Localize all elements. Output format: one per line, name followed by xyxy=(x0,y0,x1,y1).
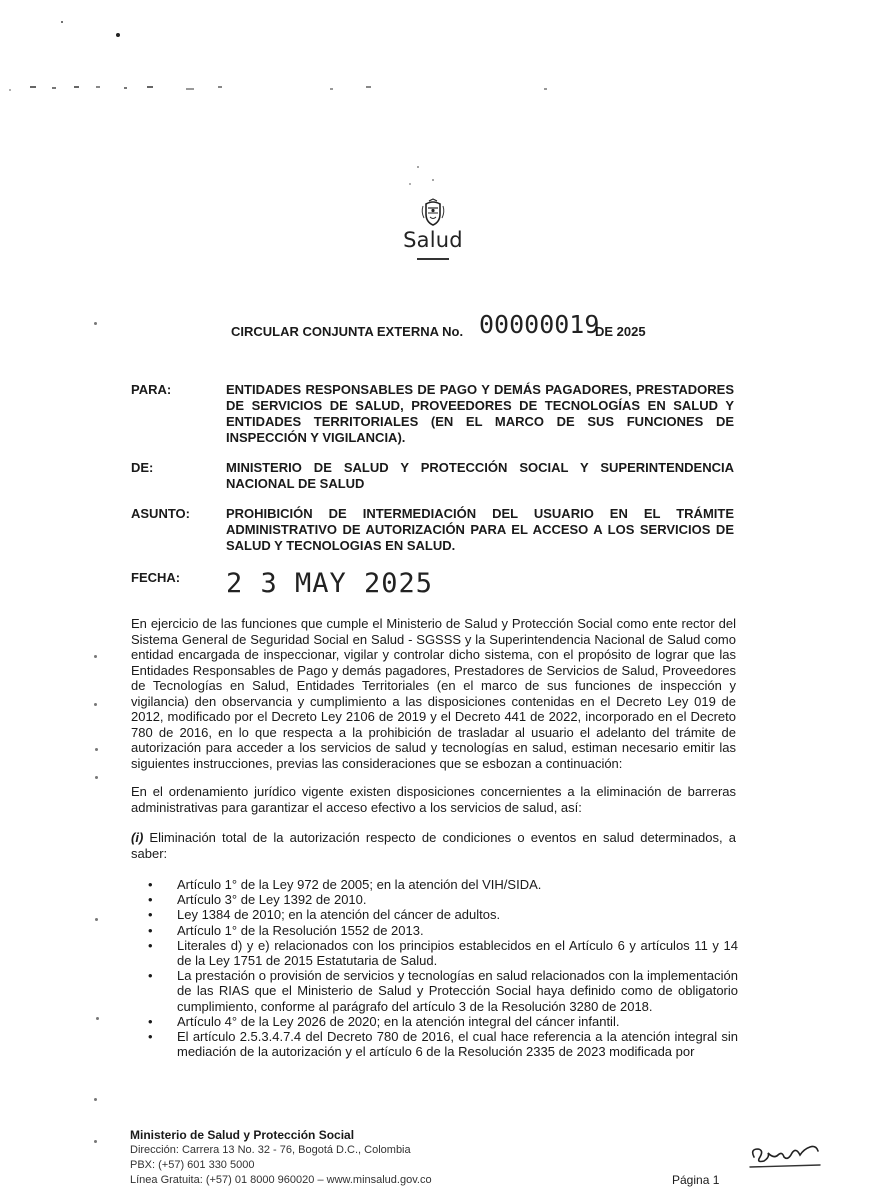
fecha-stamp: 2 3 MAY 2025 xyxy=(226,568,434,599)
scan-speck xyxy=(95,748,98,751)
scan-speck xyxy=(94,1140,97,1143)
para-value: ENTIDADES RESPONSABLES DE PAGO Y DEMÁS PAGADORES, PRESTADORES DE SERVICIOS DE SALUD, PROVEEDORES DE TECNOLOGÍAS EN SALUD Y ENTIDADES TERRITORIALES (EN EL MARCO DE SUS FUNCIONES DE INSPECCIÓN Y VIGILANCIA). xyxy=(226,382,734,445)
de-label: DE: xyxy=(131,460,154,475)
scan-speck xyxy=(95,918,98,921)
item-i-text: Eliminación total de la autorización respecto de condiciones o eventos en salud determinados, a saber: xyxy=(131,830,736,861)
list-item: • Artículo 1° de la Ley 972 de 2005; en la atención del VIH/SIDA. xyxy=(148,877,738,892)
footer-hotline: Línea Gratuita: (+57) 01 8000 960020 – www.minsalud.gov.co xyxy=(130,1174,432,1186)
item-i-marker: (i) xyxy=(131,830,144,845)
scan-speck xyxy=(96,1017,99,1020)
circular-label: CIRCULAR CONJUNTA EXTERNA No. xyxy=(231,324,464,339)
intro-paragraph: En ejercicio de las funciones que cumple el Ministerio de Salud y Protección Social como ente rector del Sistema General de Seguridad Social en Salud - SGSSS y la Superintendencia Nacional de Salud como entidad encargada de inspeccionar, vigilar y controlar dicho sistema, con el propósito de lograr que las Entidades Responsables de Pago y demás pagadores, Prestadores de Servicios de Salud, Proveedores de Tecnologías en Salud, Entidades Territoriales (en el marco de sus funciones de inspección y vigilancia) den observancia y cumplimiento a las disposiciones contenidas en el Decreto Ley 019 de 2012, modificado por el Decreto Ley 2106 de 2019 y el Decreto 441 de 2022, incorporado en el Decreto 780 de 2016, en lo que respecta a la prohibición de trasladar al usuario el adelanto del trámite de autorización para acceder a los servicios de salud y tecnologías en salud, estiman necesario emitir las siguientes instrucciones, previas las consideraciones que se esbozan a continuación: xyxy=(131,616,736,771)
context-paragraph: En el ordenamiento jurídico vigente existen disposiciones concernientes a la eliminación de barreras administrativas para garantizar el acceso efectivo a los servicios de salud, así: xyxy=(131,784,736,815)
page-number: Página 1 xyxy=(672,1173,720,1187)
ministry-logo xyxy=(398,198,468,260)
colombia-coat-of-arms-icon xyxy=(418,198,448,228)
footer-address: Dirección: Carrera 13 No. 32 - 76, Bogotá D.C., Colombia xyxy=(130,1144,411,1156)
list-item: • Artículo 4° de la Ley 2026 de 2020; en la atención integral del cáncer infantil. xyxy=(148,1014,738,1029)
list-item: • Literales d) y e) relacionados con los principios establecidos en el Artículo 6 y artículos 11 y 14 de la Ley 1751 de 2015 Estatutaria de Salud. xyxy=(148,938,738,968)
page-footer xyxy=(130,1128,610,1188)
handwritten-signature xyxy=(748,1143,828,1173)
list-item: • Artículo 1° de la Resolución 1552 de 2013. xyxy=(148,923,738,938)
asunto-label: ASUNTO: xyxy=(131,506,190,521)
list-item: • El artículo 2.5.3.4.7.4 del Decreto 780 de 2016, el cual hace referencia a la atención integral sin mediación de la autorización y el artículo 6 de la Resolución 2335 de 2023 modificada por xyxy=(148,1029,738,1059)
footer-org: Ministerio de Salud y Protección Social xyxy=(130,1128,355,1142)
logo-wordmark: Salud xyxy=(403,228,463,252)
footer-pbx: PBX: (+57) 601 330 5000 xyxy=(130,1159,255,1171)
scan-speck xyxy=(94,322,97,325)
scan-speck xyxy=(95,776,98,779)
para-label: PARA: xyxy=(131,382,172,397)
logo-underline xyxy=(417,258,449,260)
item-i-paragraph xyxy=(131,830,736,861)
scan-speck xyxy=(94,1098,97,1101)
circular-year: DE 2025 xyxy=(595,324,646,339)
list-item: • Artículo 3° de Ley 1392 de 2010. xyxy=(148,892,738,907)
asunto-value: PROHIBICIÓN DE INTERMEDIACIÓN DEL USUARIO EN EL TRÁMITE ADMINISTRATIVO DE AUTORIZACIÓN PARA EL ACCESO A LOS SERVICIOS DE SALUD Y TECNOLOGIAS EN SALUD. xyxy=(226,506,734,553)
list-item: • La prestación o provisión de servicios y tecnologías en salud relacionados con la implementación de las RIAS que el Ministerio de Salud y Protección Social haya definido como de obligatorio cumplimiento, conforme al parágrafo del artículo 3 de la Resolución 3280 de 2018. xyxy=(148,968,738,1014)
scan-noise xyxy=(0,0,887,200)
de-value: MINISTERIO DE SALUD Y PROTECCIÓN SOCIAL Y SUPERINTENDENCIA NACIONAL DE SALUD xyxy=(226,460,734,491)
circular-number: 00000019 xyxy=(479,310,600,339)
legal-references-list xyxy=(148,877,738,1059)
scan-speck xyxy=(94,655,97,658)
fecha-label: FECHA: xyxy=(131,570,181,585)
scan-speck xyxy=(94,703,97,706)
list-item: • Ley 1384 de 2010; en la atención del cáncer de adultos. xyxy=(148,907,738,922)
